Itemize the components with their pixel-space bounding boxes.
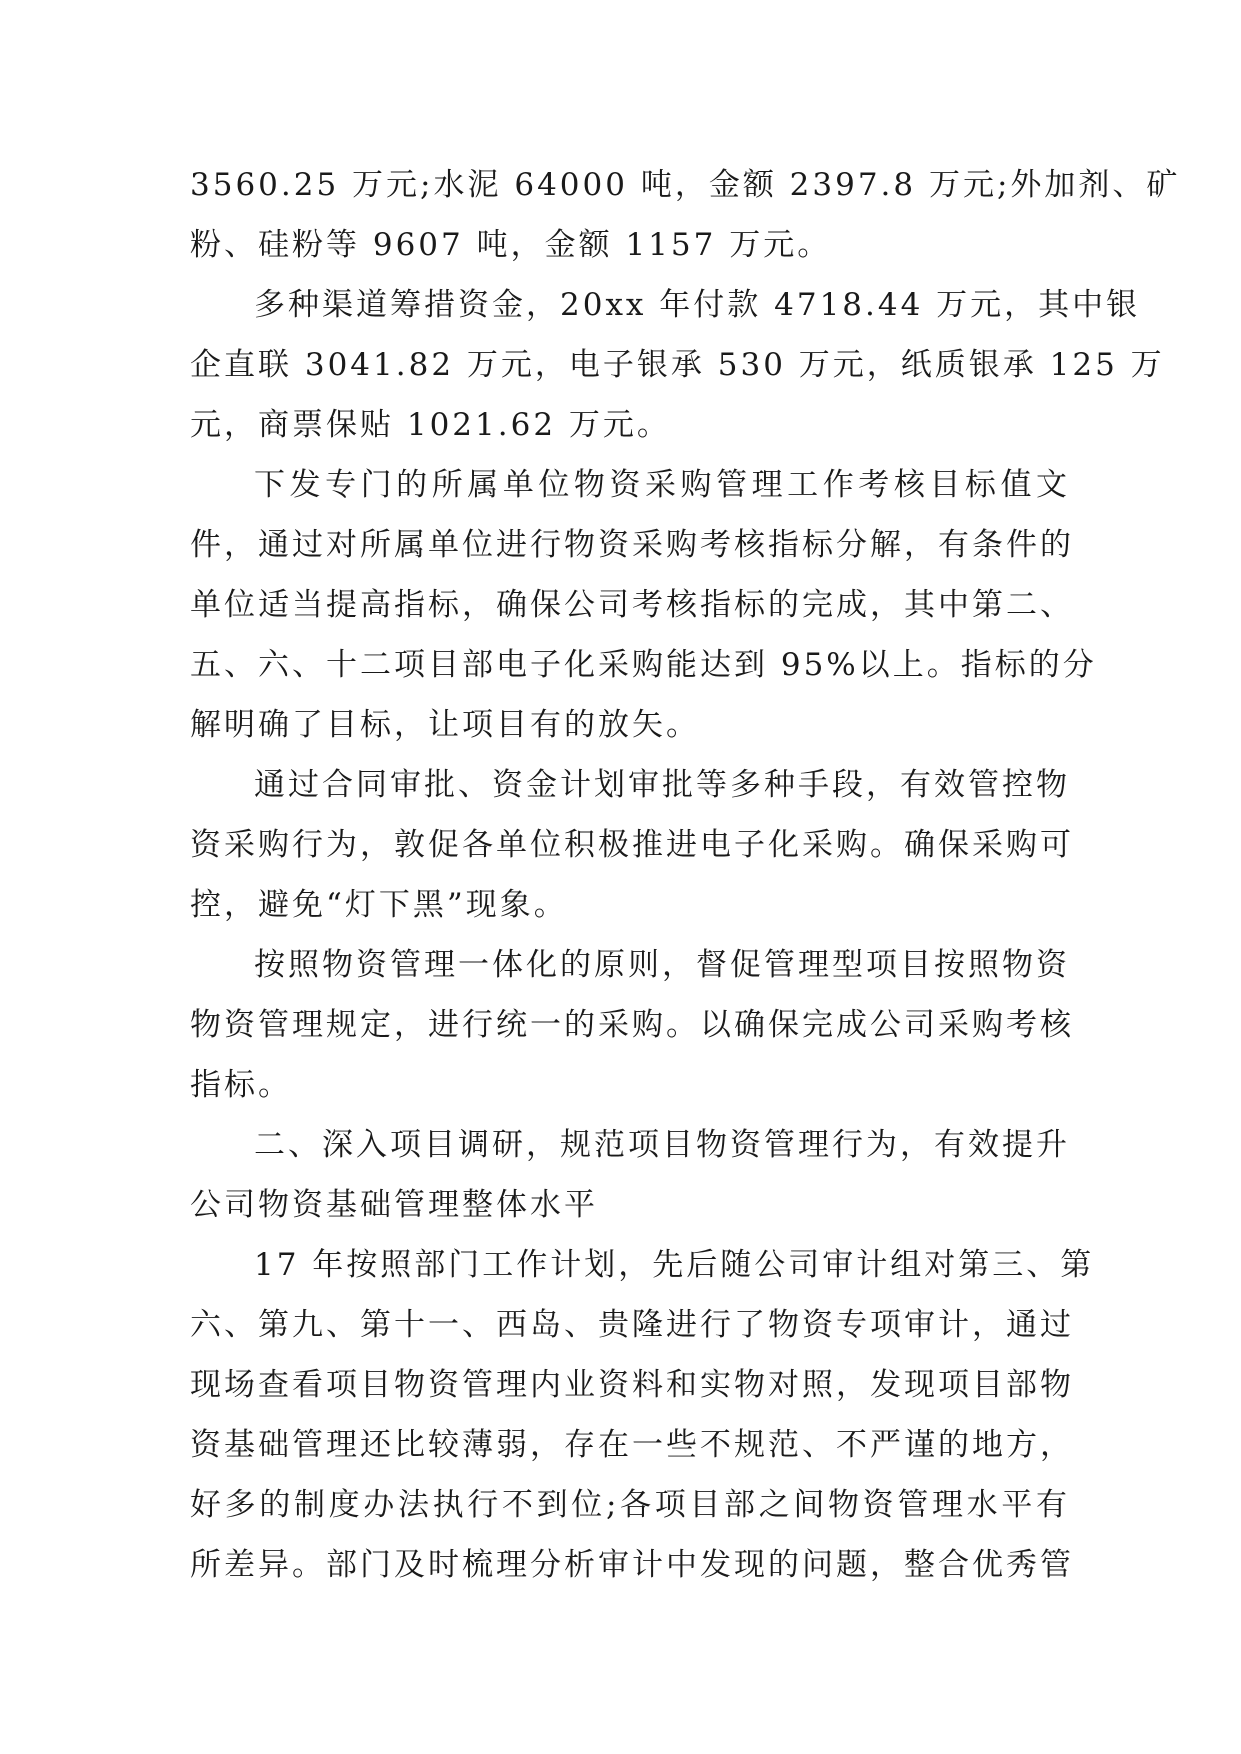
text-line: 物资管理规定，进行统一的采购。以确保完成公司采购考核 (190, 1007, 1074, 1043)
text-line: 3560.25 万元;水泥 64000 吨，金额 2397.8 万元;外加剂、矿 (190, 167, 1181, 203)
text-line: 控，避免“灯下黑”现象。 (190, 887, 568, 923)
text-line: 多种渠道筹措资金，20xx 年付款 4718.44 万元，其中银 (254, 287, 1141, 323)
text-line: 企直联 3041.82 万元，电子银承 530 万元，纸质银承 125 万 (190, 347, 1165, 383)
text-line: 现场查看项目物资管理内业资料和实物对照，发现项目部物 (190, 1367, 1074, 1403)
paragraph (190, 275, 1165, 455)
paragraph (190, 155, 1181, 275)
paragraph (190, 1235, 1095, 1595)
text-line: 所差异。部门及时梳理分析审计中发现的问题，整合优秀管 (190, 1547, 1074, 1583)
text-line: 件，通过对所属单位进行物资采购考核指标分解，有条件的 (190, 527, 1074, 563)
paragraph (190, 755, 1074, 935)
text-line: 粉、硅粉等 9607 吨，金额 1157 万元。 (190, 227, 832, 263)
text-line: 元，商票保贴 1021.62 万元。 (190, 407, 671, 443)
text-line: 通过合同审批、资金计划审批等多种手段，有效管控物 (254, 767, 1070, 803)
text-line: 解明确了目标，让项目有的放矢。 (190, 707, 700, 743)
text-line: 单位适当提高指标，确保公司考核指标的完成，其中第二、 (190, 587, 1074, 623)
paragraph (190, 1115, 1070, 1235)
text-line: 按照物资管理一体化的原则，督促管理型项目按照物资 (254, 947, 1070, 983)
text-line: 五、六、十二项目部电子化采购能达到 95%以上。指标的分 (190, 647, 1097, 683)
document-body (190, 155, 1181, 1595)
paragraph (190, 455, 1097, 755)
text-line: 六、第九、第十一、西岛、贵隆进行了物资专项审计，通过 (190, 1307, 1074, 1343)
text-line: 好多的制度办法执行不到位;各项目部之间物资管理水平有 (190, 1487, 1070, 1523)
text-line: 资采购行为，敦促各单位积极推进电子化采购。确保采购可 (190, 827, 1074, 863)
text-line: 二、深入项目调研，规范项目物资管理行为，有效提升 (254, 1127, 1070, 1163)
paragraph (190, 935, 1074, 1115)
text-line: 公司物资基础管理整体水平 (190, 1187, 598, 1223)
text-line: 指标。 (190, 1067, 292, 1103)
text-line: 17 年按照部门工作计划，先后随公司审计组对第三、第 (254, 1247, 1095, 1283)
text-line: 资基础管理还比较薄弱，存在一些不规范、不严谨的地方， (190, 1427, 1074, 1463)
text-line: 下发专门的所属单位物资采购管理工作考核目标值文 (254, 467, 1070, 503)
